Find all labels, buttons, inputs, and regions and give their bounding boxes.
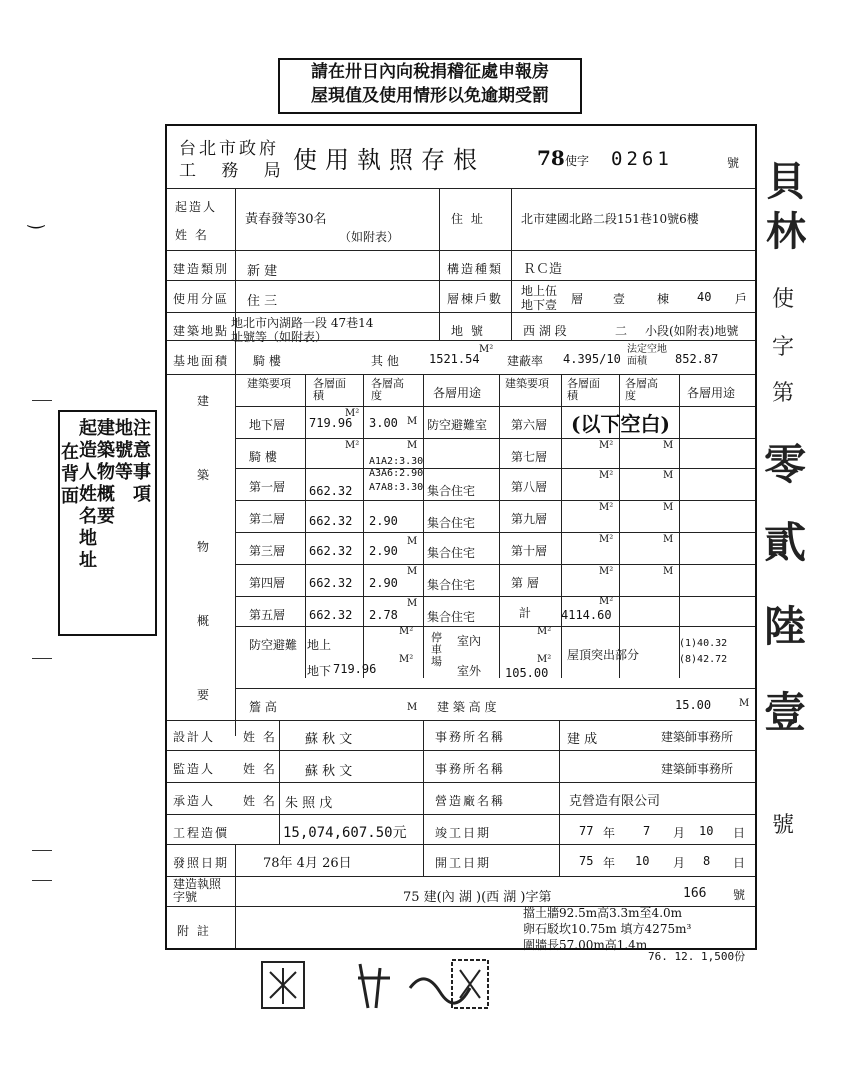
- floors-count-buildings: 壹: [613, 292, 626, 306]
- header-year: 78: [537, 146, 565, 170]
- floor-name: 第四層: [249, 576, 286, 590]
- structure-value: ＲＣ造: [523, 262, 563, 277]
- owner-attach: （如附表）: [339, 230, 400, 244]
- floors-below: 地下壹: [521, 298, 558, 312]
- lot-section: 西 湖 段: [523, 324, 567, 338]
- right-floor-name: 第八層: [511, 480, 548, 494]
- unit-m2: M²: [599, 566, 614, 577]
- unit-m2: M²: [599, 534, 614, 545]
- lot-label: 地 號: [451, 324, 485, 338]
- side-note-col1: 注意事項: [133, 418, 151, 505]
- header-char: 使字: [565, 154, 590, 168]
- side-note-col2: 地號等: [115, 418, 133, 483]
- unit-m: M: [407, 566, 418, 577]
- right-floor-name: 第九層: [511, 512, 548, 526]
- unit-m2: M²: [537, 626, 552, 637]
- floors-unit-household: 戶: [735, 292, 748, 306]
- owner-label-1: 起造人: [175, 200, 218, 214]
- floor-area: 662.32: [309, 544, 353, 558]
- supervisor-name: 蘇 秋 文: [305, 764, 353, 779]
- site-value-1: 地北市內湖路一段 47巷14: [231, 316, 374, 330]
- cost-value: 15,074,607.50元: [283, 825, 407, 841]
- top-notice: [278, 58, 582, 114]
- building-type-label: 建造類別: [173, 262, 230, 276]
- legal-open-label: 法定空地面積: [627, 344, 667, 367]
- parking-indoor: 室內: [457, 634, 482, 648]
- permit-value: 75 建(內 湖 )(西 湖 )字第: [403, 890, 552, 905]
- start-day: 8: [703, 854, 711, 868]
- address-value: 北市建國北路二段151巷10號6樓: [521, 212, 699, 226]
- top-notice-line2: 屋現值及使用情形以免逾期受罰: [311, 86, 549, 106]
- margin-mark: [32, 400, 52, 401]
- completion-day: 10: [699, 824, 714, 838]
- margin-mark: [32, 850, 52, 851]
- floor-height: 3.00: [369, 416, 398, 430]
- unit-m2: M²: [599, 440, 614, 451]
- header-suffix: 號: [727, 156, 740, 170]
- margin-mark: [32, 658, 52, 659]
- parking-outdoor: 室外: [457, 664, 482, 678]
- remarks-line-1: 擋土牆92.5m高3.3m至4.0m: [523, 906, 683, 920]
- unit-m: M: [407, 702, 418, 713]
- floors-unit-building: 棟: [657, 292, 670, 306]
- start-day-unit: 日: [733, 856, 746, 870]
- floor-area: 662.32: [309, 576, 353, 590]
- site-value-2: 址號等（如附表）: [231, 330, 328, 344]
- total-label: 計: [519, 606, 532, 620]
- designer-office-suffix: 建築師事務所: [661, 730, 734, 744]
- right-stamp-char: 第: [772, 381, 795, 406]
- roof-value-1: (1)40.32: [679, 638, 728, 649]
- section-char2: 築: [197, 468, 210, 482]
- permit-number: 166: [683, 886, 707, 901]
- owner-label-2: 姓 名: [175, 228, 209, 242]
- hdr-item-right: 建築要項: [505, 377, 549, 390]
- building-type-value: 新 建: [247, 264, 278, 279]
- unit-m: M: [739, 698, 750, 709]
- designer-office: 建 成: [567, 732, 598, 747]
- parking-label: 停車場: [431, 631, 442, 668]
- base-area-label: 基地面積: [173, 354, 230, 368]
- floor-area: 662.32: [309, 514, 353, 528]
- section-char1: 建: [197, 394, 210, 408]
- unit-m: M: [663, 470, 674, 481]
- roof-label: 屋頂突出部分: [567, 648, 640, 662]
- floor-use: 集合住宅: [427, 546, 476, 560]
- roof-value-2: (8)42.72: [679, 654, 728, 665]
- coverage-value: 4.395/10: [563, 352, 621, 366]
- agency-line1: 台北市政府: [179, 139, 279, 159]
- unit-m: M: [663, 566, 674, 577]
- unit-m: M: [663, 534, 674, 545]
- unit-m: M: [407, 598, 418, 609]
- start-year: 75: [579, 854, 594, 868]
- base-other-label: 其 他: [371, 354, 399, 368]
- shelter-below: 地下: [307, 664, 332, 678]
- floor-use: 集合住宅: [427, 610, 476, 624]
- margin-mark: [32, 880, 52, 881]
- contractor-company-label: 營造廠名稱: [435, 794, 506, 808]
- building-height-value: 15.00: [675, 698, 712, 712]
- floor-use: 集合住宅: [427, 578, 476, 592]
- base-other-value: 1521.54: [429, 352, 480, 366]
- right-stamp-char: 貝: [766, 158, 806, 205]
- unit-m: M: [407, 536, 418, 547]
- base-unit: M²: [479, 344, 494, 355]
- floor-name: 第一層: [249, 480, 286, 494]
- side-note-col5: 在背面: [61, 442, 79, 507]
- contractor-company: 克營造有限公司: [569, 794, 661, 809]
- hdr-area: 各層面積: [313, 377, 346, 402]
- permit-suffix: 號: [733, 888, 746, 902]
- floors-label: 層棟戶數: [447, 292, 504, 306]
- floor-name: 騎 樓: [249, 450, 277, 464]
- section-char5: 要: [197, 688, 210, 702]
- floor-use: 集合住宅: [427, 516, 476, 530]
- unit-m2: M²: [345, 408, 360, 419]
- floor-note-1: A1A2:3.30: [369, 456, 424, 467]
- unit-m: M: [407, 416, 418, 427]
- right-floor-name: 第七層: [511, 450, 548, 464]
- floors-households: 40: [697, 290, 712, 304]
- seal-stamps: [240, 958, 570, 1018]
- hdr-item: 建築要項: [247, 377, 291, 390]
- lot-sub: 二: [615, 324, 628, 338]
- coverage-label: 建蔽率: [507, 354, 544, 368]
- shelter-label: 防空避難: [249, 638, 298, 652]
- floor-height: 2.90: [369, 514, 398, 528]
- start-month: 10: [635, 854, 650, 868]
- legal-open-value: 852.87: [675, 352, 719, 366]
- floor-area: 662.32: [309, 608, 353, 622]
- signature-stroke: [358, 964, 390, 1008]
- remarks-label: 附 註: [177, 924, 211, 938]
- floor-name: 地下層: [249, 418, 286, 432]
- use-zone-value: 住 三: [247, 294, 278, 309]
- unit-m2: M²: [345, 440, 360, 451]
- floor-use: 防空避難室: [427, 418, 488, 432]
- cost-label: 工程造價: [173, 826, 230, 840]
- start-year-unit: 年: [603, 856, 616, 870]
- remarks-line-3: 圍牆長57.00m高1.4m: [523, 938, 648, 952]
- supervisor-label: 監造人: [173, 762, 216, 776]
- right-stamp-char: 林: [766, 208, 806, 255]
- unit-m2: M²: [599, 502, 614, 513]
- supervisor-name-label: 姓 名: [243, 762, 277, 776]
- right-stamp-char: 陸: [764, 602, 807, 651]
- signature-stroke: [410, 979, 470, 1003]
- supervisor-office-label: 事務所名稱: [435, 762, 506, 776]
- unit-m2: M²: [399, 626, 414, 637]
- floor-height: 2.78: [369, 608, 398, 622]
- section-char3: 物: [197, 540, 210, 554]
- margin-mark: ‿: [28, 205, 45, 229]
- start-month-unit: 月: [673, 856, 686, 870]
- side-note-col4: 起造人姓名地址: [79, 418, 97, 571]
- total-value: 4114.60: [561, 608, 612, 622]
- completion-month: 7: [643, 824, 651, 838]
- right-floor-name: 第 層: [511, 576, 539, 590]
- side-note-col3: 建築物概要: [97, 418, 115, 527]
- designer-office-label: 事務所名稱: [435, 730, 506, 744]
- right-stamp-char: 字: [772, 335, 795, 360]
- issue-date-value: 78年 4月 26日: [263, 856, 352, 871]
- completion-day-unit: 日: [733, 826, 746, 840]
- start-date-label: 開工日期: [435, 856, 492, 870]
- unit-m2: M²: [537, 654, 552, 665]
- floors-above: 地上伍: [521, 284, 558, 298]
- floor-use: 集合住宅: [427, 484, 476, 498]
- unit-m2: M²: [399, 654, 414, 665]
- floor-name: 第二層: [249, 512, 286, 526]
- unit-m: M: [407, 440, 418, 451]
- eave-label: 簷 高: [249, 700, 277, 714]
- right-stamp-char: 壹: [764, 688, 807, 737]
- parking-outdoor-value: 105.00: [505, 666, 549, 680]
- seal-mark: [460, 970, 480, 998]
- form-title: 使用執照存根: [293, 146, 485, 174]
- hdr-use: 各層用途: [433, 386, 482, 400]
- structure-label: 構造種類: [447, 262, 504, 276]
- blank-remark: (以下空白): [571, 412, 670, 436]
- contractor-label: 承造人: [173, 794, 216, 808]
- address-label: 住 址: [451, 212, 485, 226]
- right-stamp-char: 零: [764, 440, 807, 489]
- floor-height: 2.90: [369, 544, 398, 558]
- right-stamp-char: 貳: [764, 518, 807, 567]
- right-stamp-char: 使: [772, 287, 795, 312]
- right-floor-name: 第六層: [511, 418, 548, 432]
- permit-form: [165, 124, 757, 950]
- completion-year-unit: 年: [603, 826, 616, 840]
- top-notice-line1: 請在卅日內向稅捐稽征處申報房: [311, 62, 549, 82]
- building-height-label: 建 築 高 度: [437, 700, 497, 714]
- hdr-area-right: 各層面積: [567, 377, 600, 402]
- supervisor-office-suffix: 建築師事務所: [661, 762, 734, 776]
- base-arcade-label: 騎 樓: [253, 354, 281, 368]
- floor-note-2: A3A6:2.90: [369, 468, 424, 479]
- floor-height: 2.90: [369, 576, 398, 590]
- floor-area: 719.96: [309, 416, 353, 430]
- floor-name: 第五層: [249, 608, 286, 622]
- completion-year: 77: [579, 824, 594, 838]
- lot-suffix: 小段(如附表)地號: [645, 324, 739, 338]
- shelter-below-value: 719.96: [333, 662, 377, 676]
- owner-name: 黃春發等30名: [245, 212, 327, 227]
- site-label: 建築地點: [173, 324, 230, 338]
- issue-date-label: 發照日期: [173, 856, 230, 870]
- floors-unit: 層: [571, 292, 584, 306]
- contractor-name: 朱 照 戊: [285, 796, 333, 811]
- seal-mark: [270, 968, 296, 1004]
- contractor-name-label: 姓 名: [243, 794, 277, 808]
- hdr-use-right: 各層用途: [687, 386, 736, 400]
- floor-area: 662.32: [309, 484, 353, 498]
- right-floor-name: 第十層: [511, 544, 548, 558]
- hdr-height: 各層高度: [371, 377, 404, 402]
- designer-name-label: 姓 名: [243, 730, 277, 744]
- unit-m2: M²: [599, 596, 614, 607]
- use-zone-label: 使用分區: [173, 292, 230, 306]
- floor-note-3: A7A8:3.30: [369, 482, 424, 493]
- shelter-above: 地上: [307, 638, 332, 652]
- completion-label: 竣工日期: [435, 826, 492, 840]
- unit-m: M: [663, 502, 674, 513]
- print-info: 76. 12. 1,500份: [648, 950, 746, 963]
- section-char4: 概: [197, 614, 210, 628]
- permit-label: 建造執照字號: [173, 877, 222, 904]
- designer-label: 設計人: [173, 730, 216, 744]
- unit-m2: M²: [599, 470, 614, 481]
- remarks-line-2: 卵石駁坎10.75m 填方4275m³: [523, 922, 692, 936]
- unit-m: M: [663, 440, 674, 451]
- header-number: 0261: [611, 148, 673, 170]
- side-note: [58, 410, 157, 636]
- agency-line2: 工 務 局: [179, 161, 291, 181]
- designer-name: 蘇 秋 文: [305, 732, 353, 747]
- right-stamp-char: 號: [772, 813, 795, 838]
- hdr-height-right: 各層高度: [625, 377, 658, 402]
- floor-name: 第三層: [249, 544, 286, 558]
- completion-month-unit: 月: [673, 826, 686, 840]
